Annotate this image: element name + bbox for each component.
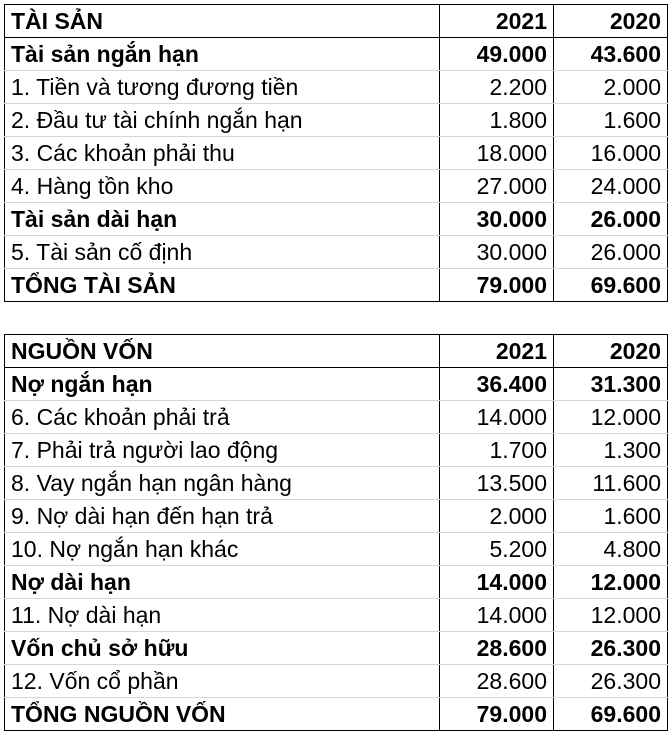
line-item-label: 10. Nợ ngắn hạn khác [5, 533, 440, 566]
value-2021: 36.400 [440, 368, 554, 401]
value-2020: 26.000 [554, 236, 668, 269]
liabilities-line-item-row [5, 533, 668, 566]
value-2020: 1.600 [554, 104, 668, 137]
assets-line-item-row [5, 170, 668, 203]
value-2021: 14.000 [440, 566, 554, 599]
value-2021: 2.000 [440, 500, 554, 533]
value-2020: 26.000 [554, 203, 668, 236]
liabilities-total-row [5, 698, 668, 731]
total-2021: 79.000 [440, 269, 554, 302]
value-2021: 28.600 [440, 665, 554, 698]
value-2020: 24.000 [554, 170, 668, 203]
balance-sheet-table [4, 4, 668, 731]
line-item-label: 3. Các khoản phải thu [5, 137, 440, 170]
value-2021: 14.000 [440, 599, 554, 632]
total-2020: 69.600 [554, 269, 668, 302]
year-2021-header: 2021 [440, 335, 554, 368]
value-2020: 16.000 [554, 137, 668, 170]
value-2021: 13.500 [440, 467, 554, 500]
liabilities-line-item-row [5, 467, 668, 500]
assets-line-item-row [5, 236, 668, 269]
year-2020-header: 2020 [554, 5, 668, 38]
value-2020: 12.000 [554, 566, 668, 599]
value-2021: 27.000 [440, 170, 554, 203]
liabilities-subtotal-row [5, 368, 668, 401]
year-2020-header: 2020 [554, 335, 668, 368]
line-item-label: 11. Nợ dài hạn [5, 599, 440, 632]
assets-line-item-row [5, 104, 668, 137]
liabilities-subtotal-row [5, 566, 668, 599]
value-2021: 30.000 [440, 203, 554, 236]
line-item-label: 8. Vay ngắn hạn ngân hàng [5, 467, 440, 500]
value-2020: 12.000 [554, 599, 668, 632]
value-2021: 14.000 [440, 401, 554, 434]
balance-sheet-body [5, 5, 668, 731]
value-2020: 4.800 [554, 533, 668, 566]
value-2020: 31.300 [554, 368, 668, 401]
value-2020: 1.600 [554, 500, 668, 533]
line-item-label: 2. Đầu tư tài chính ngắn hạn [5, 104, 440, 137]
liabilities-line-item-row [5, 665, 668, 698]
assets-subtotal-row [5, 38, 668, 71]
liabilities-subtotal-row [5, 632, 668, 665]
assets-line-item-row [5, 71, 668, 104]
value-2020: 11.600 [554, 467, 668, 500]
total-2020: 69.600 [554, 698, 668, 731]
assets-header-row [5, 5, 668, 38]
line-item-label: 6. Các khoản phải trả [5, 401, 440, 434]
assets-subtotal-row [5, 203, 668, 236]
liabilities-header-label: NGUỒN VỐN [5, 335, 440, 368]
value-2020: 26.300 [554, 665, 668, 698]
line-item-label: Nợ dài hạn [5, 566, 440, 599]
line-item-label: 5. Tài sản cố định [5, 236, 440, 269]
assets-line-item-row [5, 137, 668, 170]
liabilities-line-item-row [5, 401, 668, 434]
value-2021: 1.700 [440, 434, 554, 467]
section-gap-row [5, 302, 668, 335]
assets-total-label: TỔNG TÀI SẢN [5, 269, 440, 302]
liabilities-line-item-row [5, 434, 668, 467]
value-2021: 30.000 [440, 236, 554, 269]
value-2020: 1.300 [554, 434, 668, 467]
value-2021: 1.800 [440, 104, 554, 137]
line-item-label: Tài sản dài hạn [5, 203, 440, 236]
value-2020: 12.000 [554, 401, 668, 434]
line-item-label: Vốn chủ sở hữu [5, 632, 440, 665]
value-2020: 2.000 [554, 71, 668, 104]
value-2021: 18.000 [440, 137, 554, 170]
value-2020: 26.300 [554, 632, 668, 665]
value-2021: 2.200 [440, 71, 554, 104]
line-item-label: 12. Vốn cổ phần [5, 665, 440, 698]
liabilities-header-row [5, 335, 668, 368]
value-2021: 5.200 [440, 533, 554, 566]
line-item-label: Nợ ngắn hạn [5, 368, 440, 401]
spacer-cell [5, 302, 668, 335]
value-2020: 43.600 [554, 38, 668, 71]
value-2021: 49.000 [440, 38, 554, 71]
total-2021: 79.000 [440, 698, 554, 731]
year-2021-header: 2021 [440, 5, 554, 38]
line-item-label: 4. Hàng tồn kho [5, 170, 440, 203]
line-item-label: 1. Tiền và tương đương tiền [5, 71, 440, 104]
liabilities-line-item-row [5, 500, 668, 533]
line-item-label: 7. Phải trả người lao động [5, 434, 440, 467]
value-2021: 28.600 [440, 632, 554, 665]
liabilities-line-item-row [5, 599, 668, 632]
liabilities-total-label: TỔNG NGUỒN VỐN [5, 698, 440, 731]
line-item-label: Tài sản ngắn hạn [5, 38, 440, 71]
assets-total-row [5, 269, 668, 302]
line-item-label: 9. Nợ dài hạn đến hạn trả [5, 500, 440, 533]
assets-header-label: TÀI SẢN [5, 5, 440, 38]
